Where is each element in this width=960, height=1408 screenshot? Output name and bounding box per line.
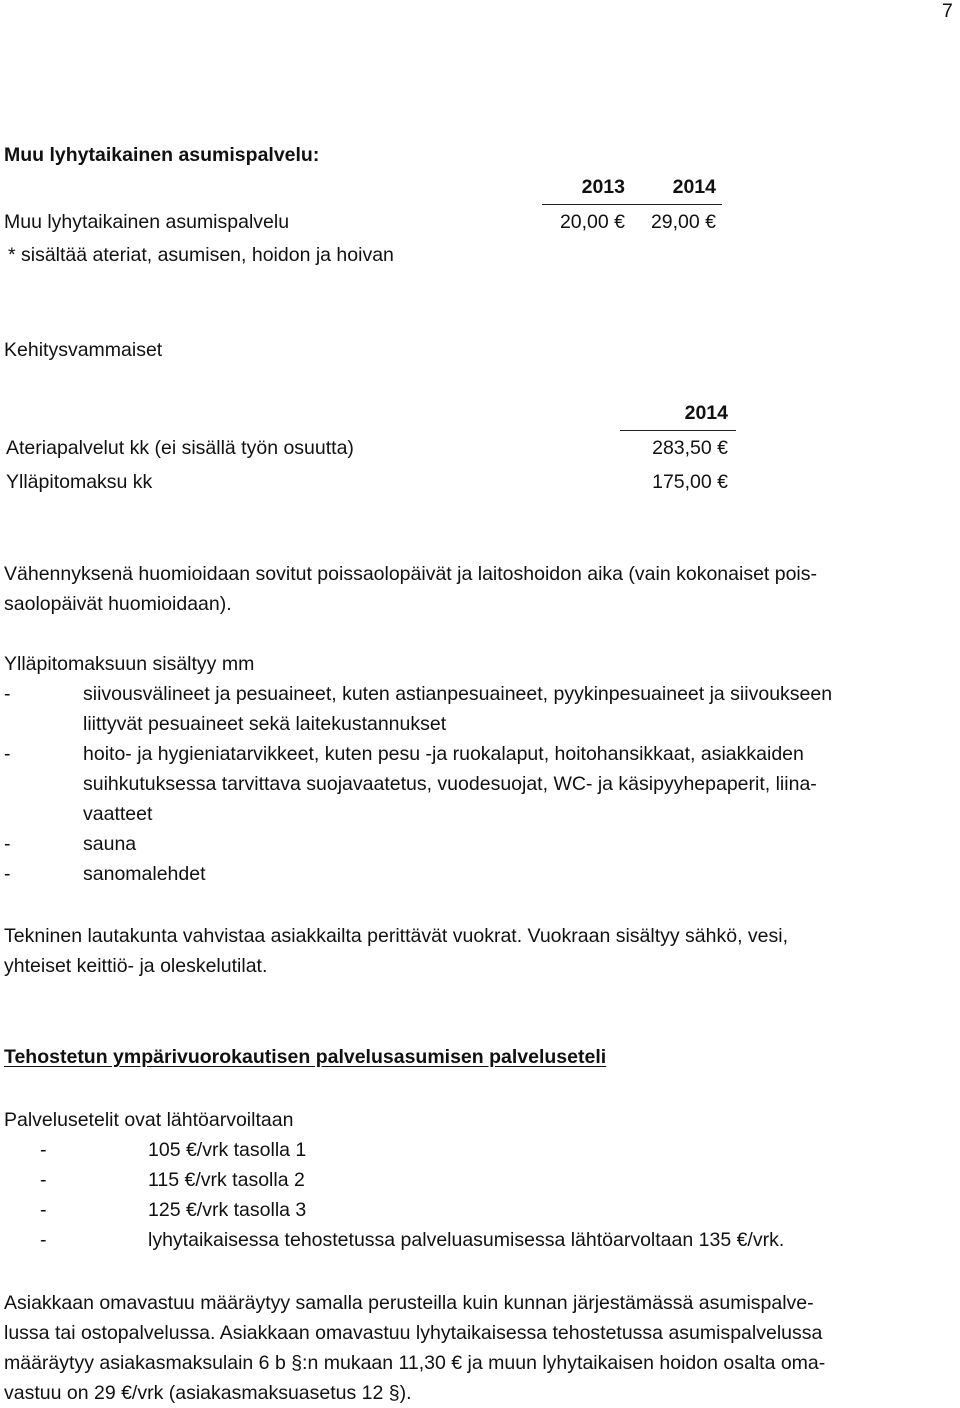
text-line: määräytyy asiakasmaksulain 6 b §:n mukaan 11,30 € ja muun lyhytaikaisen hoidon osalta oma- [4,1352,826,1374]
maintenance-fee-value: 175,00 € [652,471,728,493]
bullet-dash: - [40,1199,47,1221]
list-item-text: siivousvälineet ja pesuaineet, kuten astianpesuaineet, pyykinpesuaineet ja siivoukseen [83,683,833,705]
rent-paragraph [4,921,954,981]
year-2014-header-2: 2014 [684,402,728,424]
voucher-intro: Palvelusetelit ovat lähtöarvoiltaan [4,1109,294,1131]
text-line: Vähennyksenä huomioidaan sovitut poissaolopäivät ja laitoshoidon aika (vain kokonaiset pois- [4,563,818,585]
list-item-text: 125 €/vrk tasolla 3 [148,1199,307,1221]
bullet-dash: - [4,863,11,885]
value-2014: 29,00 € [650,211,716,233]
list-item-text: vaatteet [83,803,153,825]
text-line: vastuu on 29 €/vrk (asiakasmaksuasetus 12 §). [4,1382,412,1404]
year-2013-header: 2013 [581,176,625,198]
meal-services-label: Ateriapalvelut kk (ei sisällä työn osuutta) [6,437,354,459]
text-line: yhteiset keittiö- ja oleskelutilat. [4,955,268,977]
bullet-dash: - [4,683,11,705]
list-item-text: 115 €/vrk tasolla 2 [148,1169,305,1191]
section-heading-disabled: Kehitysvammaiset [4,339,163,361]
section-heading-service-voucher: Tehostetun ympärivuorokautisen palvelusasumisen palveluseteli [4,1046,607,1068]
text-line: Asiakkaan omavastuu määräytyy samalla perusteilla kuin kunnan järjestämässä asumispalve- [4,1292,814,1314]
copayment-paragraph [4,1288,954,1408]
text-line: Tekninen lautakunta vahvistaa asiakkailta perittävät vuokrat. Vuokraan sisältyy sähkö, vesi, [4,925,789,947]
deduction-paragraph [4,559,954,619]
meal-services-value: 283,50 € [652,437,728,459]
list-item-text: sauna [83,833,137,855]
includes-intro: Ylläpitomaksuun sisältyy mm [4,653,255,675]
bullet-dash: - [40,1229,47,1251]
section-heading-short-term-housing: Muu lyhytaikainen asumispalvelu: [4,144,320,166]
maintenance-fee-label: Ylläpitomaksu kk [6,471,153,493]
header-rule [542,204,722,205]
note-text: * sisältää ateriat, asumisen, hoidon ja hoivan [8,244,394,266]
year-2014-header: 2014 [672,176,716,198]
list-item-text: sanomalehdet [83,863,206,885]
header-rule-2 [620,430,736,431]
text-line: lussa tai ostopalvelussa. Asiakkaan omavastuu lyhytaikaisessa tehostetussa asumispalvelussa [4,1322,823,1344]
page-number: 7 [942,0,953,22]
list-item-text: suihkutuksessa tarvittava suojavaatetus, vuodesuojat, WC- ja käsipyyhepaperit, liina- [83,773,817,795]
bullet-dash: - [4,743,11,765]
text-line: saolopäivät huomioidaan). [4,593,232,615]
value-2013: 20,00 € [559,211,625,233]
list-item-text: lyhytaikaisessa tehostetussa palveluasumisessa lähtöarvoltaan 135 €/vrk. [148,1229,785,1251]
bullet-dash: - [40,1139,47,1161]
bullet-dash: - [4,833,11,855]
row-label: Muu lyhytaikainen asumispalvelu [4,211,290,233]
list-item-text: liittyvät pesuaineet sekä laitekustannukset [83,713,447,735]
bullet-dash: - [40,1169,47,1191]
list-item-text: 105 €/vrk tasolla 1 [148,1139,307,1161]
list-item-text: hoito- ja hygieniatarvikkeet, kuten pesu -ja ruokalaput, hoitohansikkaat, asiakkaiden [83,743,804,765]
